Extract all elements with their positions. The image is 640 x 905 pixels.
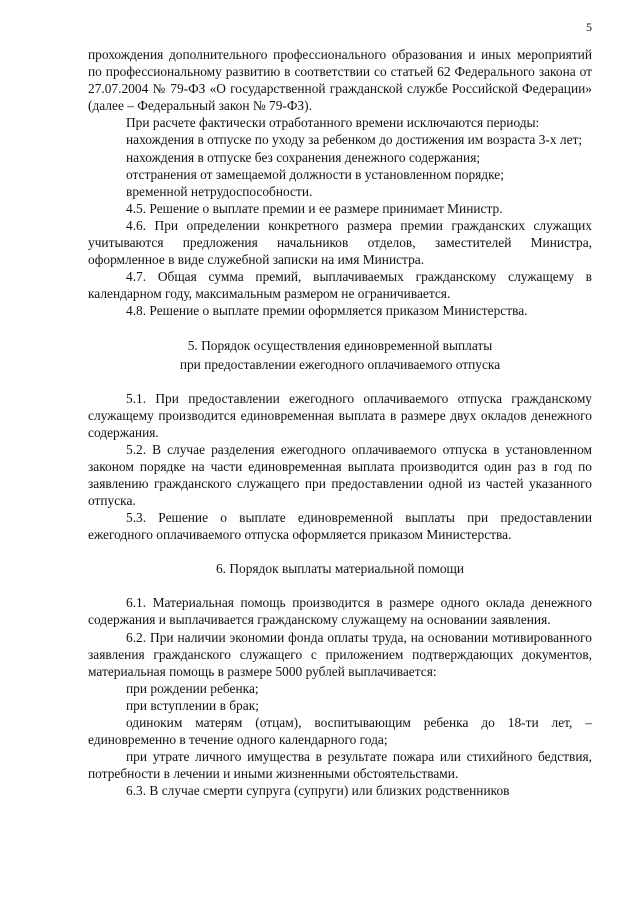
paragraph: нахождения в отпуске без сохранения денежного содержания; <box>126 149 481 165</box>
paragraph: нахождения в отпуске по уходу за ребенком до достижения им возраста 3-х лет; <box>126 132 583 148</box>
paragraph: 6.2. При наличии экономии фонда оплаты труда, на основании мотивированного заявления гражданского служащего с приложением подтверждающих документов, материальная помощь в размере 5000 рублей выплачивается: <box>88 629 592 679</box>
paragraph: 5.1. При предоставлении ежегодного оплачиваемого отпуска гражданскому служащему производится единовременная выплата в размере двух окладов денежного содержания. <box>88 390 592 440</box>
paragraph: 6.1. Материальная помощь производится в размере одного оклада денежного содержания и выплачивается гражданскому служащему на основании заявления. <box>88 595 592 628</box>
paragraph: одиноким матерям (отцам), воспитывающим ребенка до 18-ти лет, – единовременно в течение одного календарного года; <box>88 715 592 748</box>
paragraph: 4.5. Решение о выплате премии и ее размере принимает Министр. <box>126 200 503 216</box>
paragraph: 5.3. Решение о выплате единовременной выплаты при предоставлении ежегодного оплачиваемого отпуска оформляется приказом Министерства. <box>88 510 592 543</box>
paragraph: при утрате личного имущества в результате пожара или стихийного бедствия, потребности в лечении и иными жизненными обстоятельствами. <box>88 749 592 782</box>
section-heading: 6. Порядок выплаты материальной помощи <box>215 561 465 577</box>
spacer <box>88 374 592 390</box>
paragraph: 5.2. В случае разделения ежегодного оплачиваемого отпуска в установленном законом порядке на части единовременная выплата производится один раз в год по заявлению гражданского служащего при предоставлении одной из частей указанного отпуска. <box>88 441 592 509</box>
paragraph: прохождения дополнительного профессионального образования и иных мероприятий по профессиональному развитию в соответствии со статьей 62 Федерального закона от 27.07.2004 № 79-ФЗ «О государственной гражданской службе Российской Федерации» (далее – Федеральный закон № 79-ФЗ). <box>88 47 592 114</box>
paragraph: 6.3. В случае смерти супруга (супруги) или близких родственников <box>126 783 510 799</box>
section-heading: при предоставлении ежегодного оплачиваемого отпуска <box>179 356 501 372</box>
paragraph: 4.8. Решение о выплате премии оформляется приказом Министерства. <box>126 303 528 319</box>
document-body <box>88 46 592 799</box>
paragraph: 4.6. При определении конкретного размера премии гражданских служащих учитываются предложения начальников отделов, заместителей Министра, оформленное в виде служебной записки на имя Министра. <box>88 217 592 268</box>
paragraph: при рождении ребенка; <box>126 680 259 696</box>
spacer <box>88 320 592 336</box>
paragraph: временной нетрудоспособности. <box>126 183 313 199</box>
paragraph: при вступлении в брак; <box>126 697 259 713</box>
paragraph: 4.7. Общая сумма премий, выплачиваемых гражданскому служащему в календарном году, максимальным размером не ограничивается. <box>88 269 592 302</box>
spacer <box>88 578 592 594</box>
spacer <box>88 543 592 559</box>
section-heading: 5. Порядок осуществления единовременной выплаты <box>187 337 493 353</box>
paragraph: При расчете фактически отработанного времени исключаются периоды: <box>126 115 540 131</box>
page-number: 5 <box>586 20 592 34</box>
paragraph: отстранения от замещаемой должности в установленном порядке; <box>126 166 504 182</box>
